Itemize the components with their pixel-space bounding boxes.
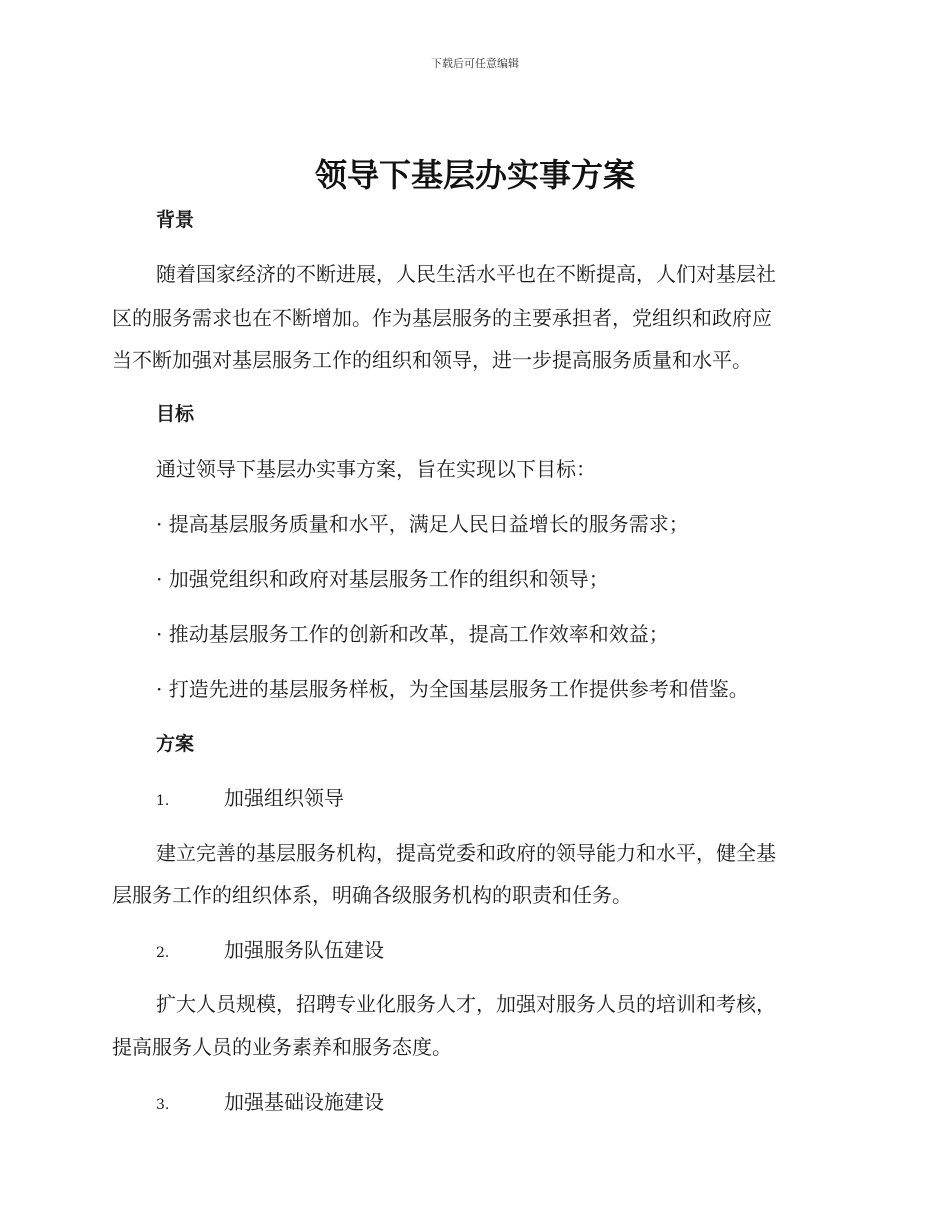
header-note: 下载后可任意编辑	[431, 57, 519, 70]
plan-item-3-heading	[156, 1088, 384, 1119]
plan-item-title: 加强基础设施建设	[224, 1090, 384, 1114]
plan-item-2-heading	[156, 936, 384, 967]
plan-item-number: 3.	[156, 1097, 170, 1113]
background-line-3: 当不断加强对基层服务工作的组织和领导，进一步提高服务质量和水平。	[112, 348, 752, 372]
goal-bullet-1: · 提高基层服务质量和水平，满足人民日益增长的服务需求；	[156, 512, 689, 536]
plan-item-1-line-2: 层服务工作的组织体系，明确各级服务机构的职责和任务。	[112, 883, 632, 907]
plan-item-number: 2.	[156, 945, 170, 961]
background-line-1: 随着国家经济的不断进展，人民生活水平也在不断提高，人们对基层社	[156, 262, 776, 286]
goal-bullet-2: · 加强党组织和政府对基层服务工作的组织和领导；	[156, 567, 609, 591]
goal-bullet-4: · 打造先进的基层服务样板，为全国基层服务工作提供参考和借鉴。	[156, 677, 749, 701]
plan-item-1-heading	[156, 784, 344, 815]
goals-intro: 通过领导下基层办实事方案，旨在实现以下目标：	[156, 457, 596, 481]
plan-item-1-line-1: 建立完善的基层服务机构，提高党委和政府的领导能力和水平，健全基	[156, 841, 776, 865]
document-title: 领导下基层办实事方案	[314, 156, 635, 194]
section-heading-plan: 方案	[156, 733, 195, 755]
plan-item-2-line-2: 提高服务人员的业务素养和服务态度。	[112, 1035, 452, 1059]
plan-item-title: 加强服务队伍建设	[224, 938, 384, 962]
plan-item-2-line-1: 扩大人员规模，招聘专业化服务人才，加强对服务人员的培训和考核，	[156, 992, 776, 1016]
background-line-2: 区的服务需求也在不断增加。作为基层服务的主要承担者，党组织和政府应	[112, 306, 772, 330]
goal-bullet-3: · 推动基层服务工作的创新和改革，提高工作效率和效益；	[156, 622, 669, 646]
section-heading-background: 背景	[156, 209, 195, 231]
plan-item-number: 1.	[156, 793, 170, 809]
plan-item-title: 加强组织领导	[224, 786, 344, 810]
section-heading-goals: 目标	[156, 403, 195, 425]
